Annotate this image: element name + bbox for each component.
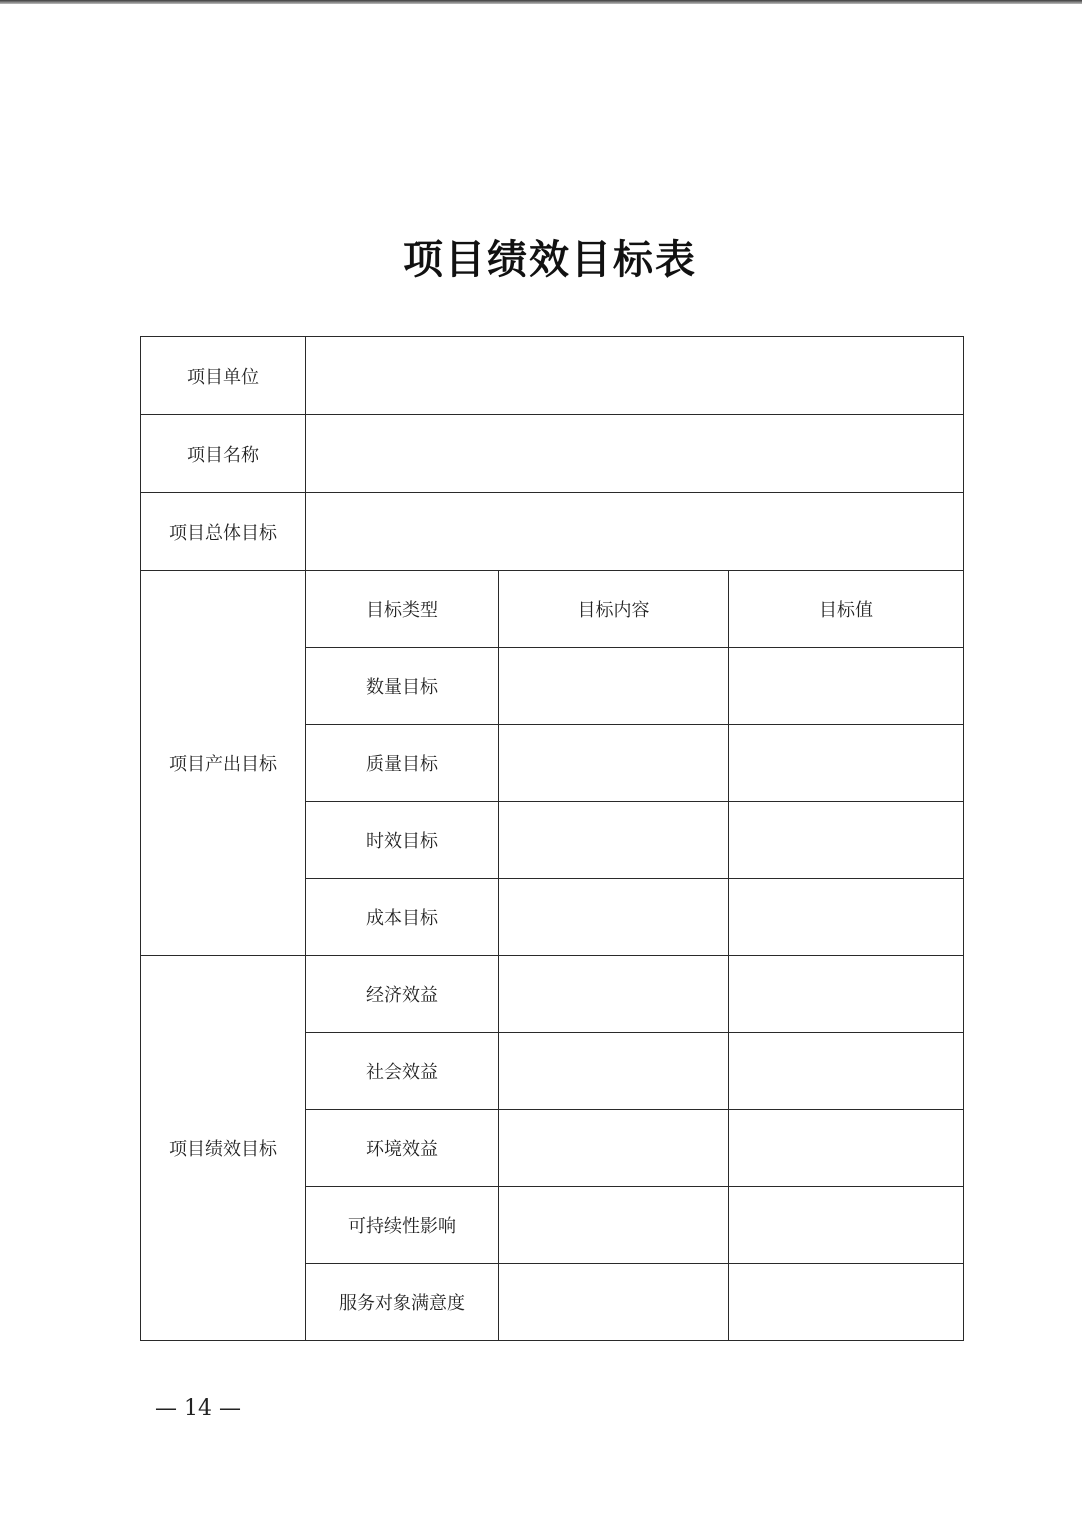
label-project-unit: 项目单位 — [141, 337, 306, 415]
performance-goal-table — [140, 336, 964, 1341]
field-project-unit — [306, 337, 964, 415]
row-label-satisfaction: 服务对象满意度 — [306, 1264, 499, 1341]
cell-value — [729, 1033, 964, 1110]
table-row — [141, 337, 964, 415]
label-project-name: 项目名称 — [141, 415, 306, 493]
row-label-quantity: 数量目标 — [306, 648, 499, 725]
cell-value — [729, 802, 964, 879]
row-label-environmental: 环境效益 — [306, 1110, 499, 1187]
cell-value — [729, 1187, 964, 1264]
cell-value — [729, 648, 964, 725]
label-performance-goal: 项目绩效目标 — [141, 956, 306, 1341]
row-label-economic: 经济效益 — [306, 956, 499, 1033]
cell-content — [499, 648, 729, 725]
page-number: — 14 — — [155, 1396, 241, 1421]
header-goal-value: 目标值 — [729, 571, 964, 648]
cell-content — [499, 1110, 729, 1187]
row-label-timeliness: 时效目标 — [306, 802, 499, 879]
field-project-name — [306, 415, 964, 493]
cell-content — [499, 956, 729, 1033]
cell-value — [729, 1264, 964, 1341]
row-label-cost: 成本目标 — [306, 879, 499, 956]
cell-value — [729, 879, 964, 956]
header-goal-type: 目标类型 — [306, 571, 499, 648]
scan-edge — [0, 0, 1082, 4]
label-overall-goal: 项目总体目标 — [141, 493, 306, 571]
table-row — [141, 571, 964, 648]
table-row — [141, 415, 964, 493]
cell-content — [499, 1187, 729, 1264]
page-title: 项目绩效目标表 — [403, 236, 697, 283]
field-overall-goal — [306, 493, 964, 571]
row-label-sustainability: 可持续性影响 — [306, 1187, 499, 1264]
row-label-social: 社会效益 — [306, 1033, 499, 1110]
cell-content — [499, 879, 729, 956]
header-goal-content: 目标内容 — [499, 571, 729, 648]
table-row — [141, 956, 964, 1033]
cell-value — [729, 725, 964, 802]
cell-value — [729, 956, 964, 1033]
cell-content — [499, 802, 729, 879]
cell-content — [499, 1033, 729, 1110]
label-output-goal: 项目产出目标 — [141, 571, 306, 956]
row-label-quality: 质量目标 — [306, 725, 499, 802]
table-row — [141, 493, 964, 571]
cell-content — [499, 725, 729, 802]
cell-content — [499, 1264, 729, 1341]
cell-value — [729, 1110, 964, 1187]
